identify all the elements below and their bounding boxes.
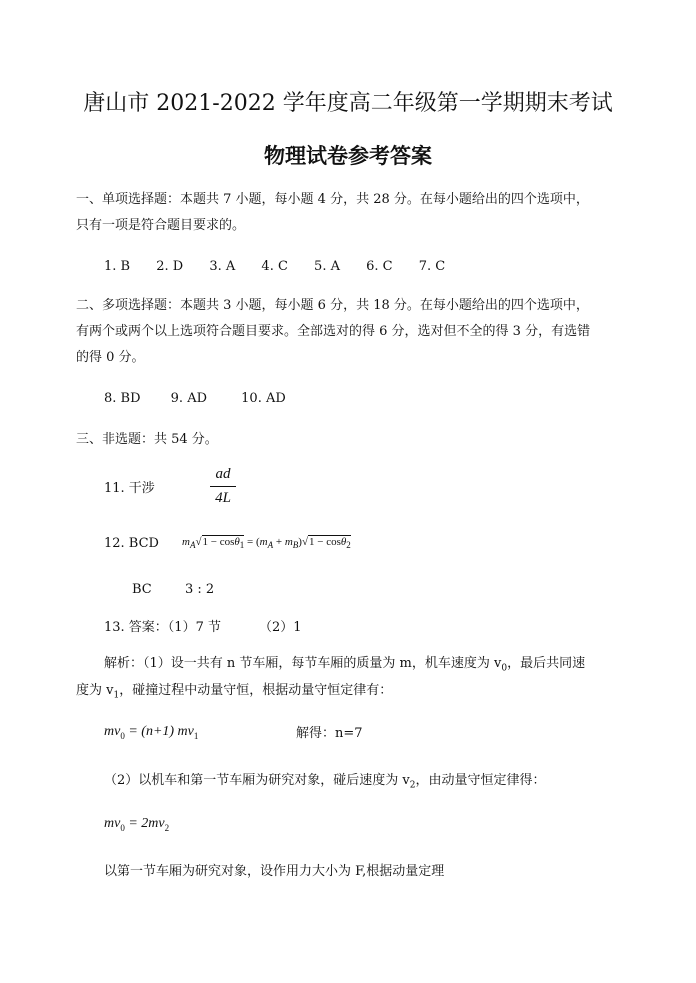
q13-eq2: $mv_0 = 2mv_2$ xyxy=(104,816,170,833)
page-title: 唐山市 2021-2022 学年度高二年级第一学期期末考试 xyxy=(83,91,613,116)
answer-7: 7. C xyxy=(418,259,446,274)
q13-eq1-result: 解得：n=7 xyxy=(296,726,363,741)
q13-analysis-2: 度为 $v_1$，碰撞过程中动量守恒，根据动量守恒定律有： xyxy=(76,683,393,701)
q13-analysis-1: 解析：（1）设一共有 n 节车厢，每节车厢的质量为 m，机车速度为 $v_0$，最后共同速 xyxy=(104,656,586,674)
answer-6: 6. C xyxy=(366,259,393,274)
q13-last-line: 以第一节车厢为研究对象，设作用力大小为 F,根据动量定理 xyxy=(104,864,445,879)
q11-denominator: 4L xyxy=(215,490,231,506)
section1-heading: 一、单项选择题：本题共 7 小题，每小题 4 分，共 28 分。在每小题给出的四个选项中， xyxy=(76,192,589,207)
section2-line2: 有两个或两个以上选项符合题目要求。全部选对的得 6 分，选对但不全的得 3 分，有选错 xyxy=(76,324,591,339)
q13-part2-text: （2）以机车和第一节车厢为研究对象，碰后速度为 $v_2$，由动量守恒定律得： xyxy=(104,773,546,791)
answer-2: 2. D xyxy=(156,259,184,274)
q13-label: 13. 答案：（1）7 节 xyxy=(104,620,221,635)
page-subtitle: 物理试卷参考答案 xyxy=(264,143,432,168)
answer-1: 1. B xyxy=(104,259,131,274)
q11-fraction xyxy=(210,466,236,507)
section2-line3: 的得 0 分。 xyxy=(76,350,145,365)
answer-5: 5. A xyxy=(314,259,340,274)
q13-part2: （2）1 xyxy=(259,620,302,635)
q12-label: 12. BCD xyxy=(104,536,159,551)
answer-4: 4. C xyxy=(261,259,288,274)
q12-line2-a: BC xyxy=(132,582,152,597)
answer-10: 10. AD xyxy=(241,391,286,406)
q13-eq1: $mv_0 = (n+1)$ $mv_1$ xyxy=(104,724,199,741)
section3-heading: 三、非选题：共 54 分。 xyxy=(76,432,218,447)
answer-9: 9. AD xyxy=(170,391,208,406)
section2-answers xyxy=(104,391,286,407)
q12-formula: $m_A√1 - \cos\theta_1 = (m_A + m_B)√1 - \cos\theta_2$ xyxy=(182,536,351,551)
section2-line1: 二、多项选择题：本题共 3 小题，每小题 6 分，共 18 分。在每小题给出的四个选项中， xyxy=(76,298,589,313)
section1-answers xyxy=(104,259,445,275)
q11-numerator: ad xyxy=(215,466,231,482)
answer-8: 8. BD xyxy=(104,391,141,406)
q12-line2-b: 3 : 2 xyxy=(185,582,215,597)
q11-label: 11. 干涉 xyxy=(104,481,155,496)
answer-3: 3. A xyxy=(209,259,236,274)
section1-heading-cont: 只有一项是符合题目要求的。 xyxy=(76,218,246,233)
